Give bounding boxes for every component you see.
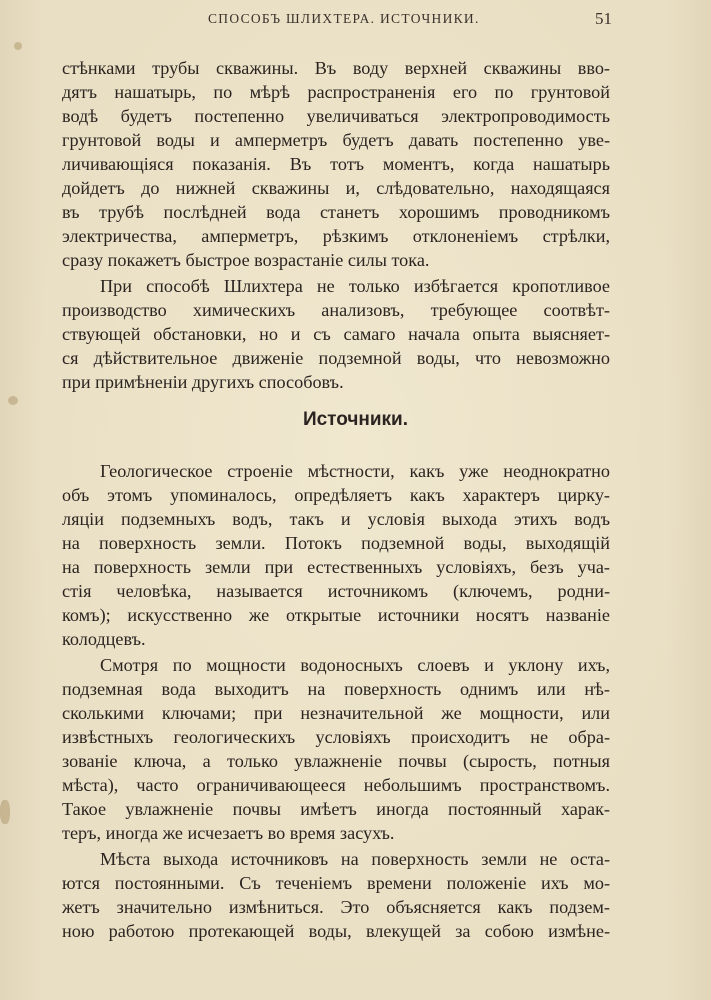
page-number: 51 bbox=[595, 9, 612, 28]
paper-stain bbox=[0, 800, 10, 824]
text-line: ствующей обстановки, но и съ самаго начала опыта выясняет- bbox=[62, 324, 610, 344]
text-line: подземная вода выходитъ на поверхность однимъ или нѣ- bbox=[62, 679, 610, 699]
text-line: ляціи подземныхъ водъ, такъ и условія выхода этихъ водъ bbox=[62, 509, 610, 529]
text-line: ются постоянными. Съ теченіемъ времени положеніе ихъ мо- bbox=[62, 873, 610, 893]
text-line: на поверхность земли при естественныхъ условіяхъ, безъ уча- bbox=[62, 557, 610, 577]
text-line: мѣста), часто ограничивающееся небольшимъ пространствомъ. bbox=[62, 775, 610, 795]
text-line: электричества, амперметръ, рѣзкимъ отклоненіемъ стрѣлки, bbox=[62, 226, 610, 246]
section-heading: Источники. bbox=[302, 409, 409, 430]
text-line: стія человѣка, называется источникомъ (ключемъ, родни- bbox=[62, 581, 610, 601]
paper-stain bbox=[8, 396, 18, 405]
text-line: дятъ нашатырь, по мѣрѣ распространенія его по грунтовой bbox=[62, 82, 610, 102]
text-line: Мѣста выхода источниковъ на поверхность земли не оста- bbox=[100, 849, 610, 869]
text-line: стѣнками трубы скважины. Въ воду верхней скважины вво- bbox=[62, 58, 610, 78]
text-line: Такое увлажненіе почвы имѣетъ иногда постоянный харак- bbox=[62, 799, 610, 819]
text-line: теръ, иногда же исчезаетъ во время засухъ. bbox=[62, 823, 395, 843]
text-line: въ трубѣ послѣдней вода станетъ хорошимъ проводникомъ bbox=[62, 202, 610, 222]
text-line: колодцевъ. bbox=[62, 629, 146, 649]
text-line: личивающіяся показанія. Въ тотъ моментъ, когда нашатырь bbox=[62, 154, 610, 174]
text-line: дойдетъ до нижней скважины и, слѣдовательно, находящаяся bbox=[62, 178, 610, 198]
text-line: сколькими ключами; при незначительной же мощности, или bbox=[62, 703, 610, 723]
text-line: Смотря по мощности водоносныхъ слоевъ и уклону ихъ, bbox=[100, 655, 610, 675]
text-line: объ этомъ упоминалось, опредѣляетъ какъ характеръ цирку- bbox=[62, 485, 610, 505]
text-line: ся дѣйствительное движеніе подземной воды, что невозможно bbox=[62, 348, 610, 368]
running-title: СПОСОБЪ ШЛИХТЕРА. ИСТОЧНИКИ. bbox=[208, 11, 480, 26]
text-line: ною работою протекающей воды, влекущей за собою измѣне- bbox=[62, 921, 610, 941]
paper-stain bbox=[14, 42, 22, 50]
text-line: извѣстныхъ геологическихъ условіяхъ происходитъ не обра- bbox=[62, 727, 610, 747]
text-line: на поверхность земли. Потокъ подземной воды, выходящій bbox=[62, 533, 610, 553]
text-line: жетъ значительно измѣниться. Это объясняется какъ подзем- bbox=[62, 897, 610, 917]
text-line: водѣ будетъ постепенно увеличиваться электропроводимость bbox=[62, 106, 610, 126]
text-line: комъ); искусственно же открытые источники носятъ названіе bbox=[62, 605, 610, 625]
text-line: грунтовой воды и амперметръ будетъ давать постепенно уве- bbox=[62, 130, 610, 150]
text-line: зованіе ключа, а только увлажненіе почвы (сырость, потныя bbox=[62, 751, 610, 771]
text-line: Геологическое строеніе мѣстности, какъ уже неоднократно bbox=[100, 461, 610, 481]
text-line: при примѣненіи другихъ способовъ. bbox=[62, 372, 344, 392]
text-line: сразу покажетъ быстрое возрастаніе силы тока. bbox=[62, 250, 430, 270]
text-line: При способѣ Шлихтера не только избѣгается кропотливое bbox=[100, 276, 610, 296]
text-line: производство химическихъ анализовъ, требующее соотвѣт- bbox=[62, 300, 610, 320]
page-header bbox=[60, 9, 612, 31]
